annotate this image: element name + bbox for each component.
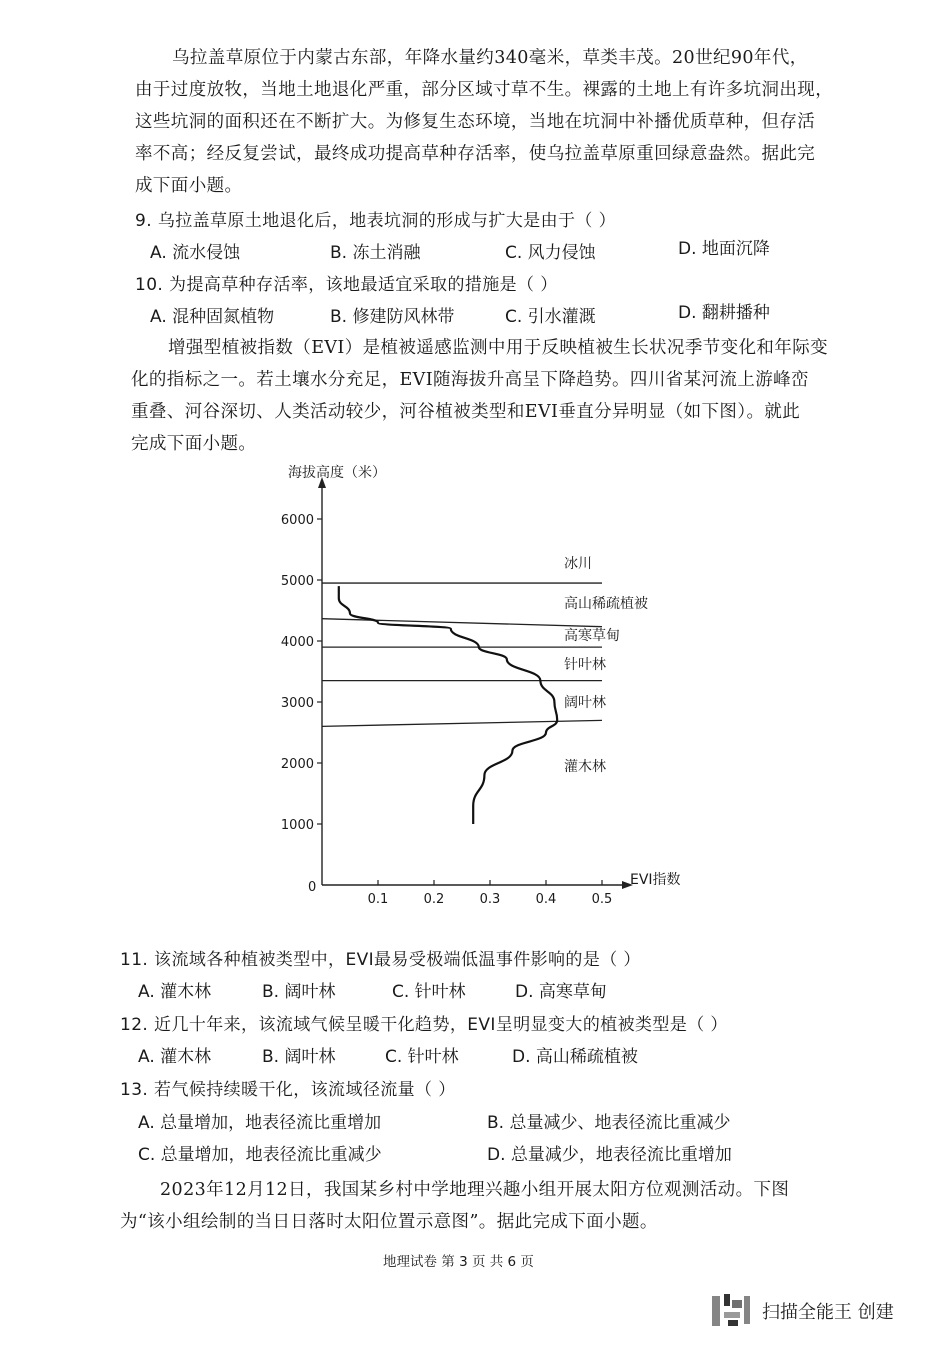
question-13-option-b[interactable]: B. 总量减少、地表径流比重减少 xyxy=(487,1113,731,1133)
passage3-line: 为“该小组绘制的当日日落时太阳位置示意图”。据此完成下面小题。 xyxy=(120,1212,658,1232)
question-12-option-a[interactable]: A. 灌木林 xyxy=(138,1047,212,1067)
passage2-line: 增强型植被指数（EVI）是植被遥感监测中用于反映植被生长状况季节变化和年际变 xyxy=(168,338,829,358)
scanner-watermark xyxy=(710,1292,894,1330)
question-12-option-b[interactable]: B. 阔叶林 xyxy=(262,1047,336,1067)
zone-boundary-line xyxy=(322,619,602,627)
zone-label: 高寒草甸 xyxy=(564,627,620,644)
x-tick-label: 0.4 xyxy=(535,892,557,905)
zone-label: 冰川 xyxy=(564,556,592,573)
question-10-option-a[interactable]: A. 混种固氮植物 xyxy=(150,307,275,327)
passage1-line: 这些坑洞的面积还在不断扩大。为修复生态环境，当地在坑洞中补播优质草种，但存活 xyxy=(135,112,816,132)
question-9-option-d[interactable]: D. 地面沉降 xyxy=(678,239,770,259)
y-tick-label: 6000 xyxy=(280,513,314,528)
passage2-line: 完成下面小题。 xyxy=(131,434,257,454)
question-13-option-a[interactable]: A. 总量增加，地表径流比重增加 xyxy=(138,1113,382,1133)
y-tick-label: 4000 xyxy=(280,635,314,650)
passage1-line: 率不高；经反复尝试，最终成功提高草种存活率，使乌拉盖草原重回绿意盎然。据此完 xyxy=(135,144,816,164)
question-11-option-b[interactable]: B. 阔叶林 xyxy=(262,982,336,1002)
question-10-option-d[interactable]: D. 翻耕播种 xyxy=(678,303,770,323)
qr-code-icon xyxy=(710,1292,754,1330)
y-tick-label: 2000 xyxy=(280,757,314,772)
question-11-option-d[interactable]: D. 高寒草甸 xyxy=(515,982,607,1002)
zone-label: 阔叶林 xyxy=(564,695,606,711)
zone-label: 高山稀疏植被 xyxy=(564,595,648,612)
question-13-option-c[interactable]: C. 总量增加，地表径流比重减少 xyxy=(138,1145,382,1165)
question-12-option-c[interactable]: C. 针叶林 xyxy=(385,1047,459,1067)
question-12-option-d[interactable]: D. 高山稀疏植被 xyxy=(512,1047,638,1067)
x-tick-label: 0.2 xyxy=(423,892,445,905)
passage1-line: 由于过度放牧，当地土地退化严重，部分区域寸草不生。裸露的土地上有许多坑洞出现， xyxy=(135,80,834,100)
question-10-option-b[interactable]: B. 修建防风林带 xyxy=(330,307,455,327)
zone-label: 灌木林 xyxy=(564,759,606,775)
question-11-option-c[interactable]: C. 针叶林 xyxy=(392,982,466,1002)
zone-boundary-line xyxy=(322,720,602,726)
question-9-option-b[interactable]: B. 冻土消融 xyxy=(330,243,421,263)
x-tick-label: 0.5 xyxy=(591,892,613,905)
y-tick-label: 5000 xyxy=(280,574,314,589)
origin-label: 0 xyxy=(308,880,317,895)
question-12-stem: 12. 近几十年来，该流域气候呈暖干化趋势，EVI呈明显变大的植被类型是（ ） xyxy=(120,1015,728,1035)
question-13-option-d[interactable]: D. 总量减少，地表径流比重增加 xyxy=(487,1145,732,1165)
passage2-line: 化的指标之一。若土壤水分充足，EVI随海拔升高呈下降趋势。四川省某河流上游峰峦 xyxy=(131,370,809,390)
question-10-stem: 10. 为提高草种存活率，该地最适宜采取的措施是（ ） xyxy=(135,275,558,295)
zone-label: 针叶林 xyxy=(564,656,606,673)
question-9-option-c[interactable]: C. 风力侵蚀 xyxy=(505,243,596,263)
passage2-line: 重叠、河谷深切、人类活动较少，河谷植被类型和EVI垂直分异明显（如下图）。就此 xyxy=(131,402,801,422)
passage1-line: 乌拉盖草原位于内蒙古东部，年降水量约340毫米，草类丰茂。20世纪90年代， xyxy=(172,48,808,68)
question-9-stem: 9. 乌拉盖草原土地退化后，地表坑洞的形成与扩大是由于（ ） xyxy=(135,211,617,231)
question-11-stem: 11. 该流域各种植被类型中，EVI最易受极端低温事件影响的是（ ） xyxy=(120,950,641,970)
watermark-text: 扫描全能王 创建 xyxy=(762,1302,894,1323)
x-axis-label: EVI指数 xyxy=(630,872,681,888)
evi-altitude-chart xyxy=(270,455,700,905)
question-13-stem: 13. 若气候持续暖干化，该流域径流量（ ） xyxy=(120,1080,456,1100)
page-footer: 地理试卷 第 3 页 共 6 页 xyxy=(383,1254,534,1270)
x-tick-label: 0.1 xyxy=(367,892,389,905)
y-tick-label: 1000 xyxy=(280,818,314,833)
y-tick-label: 3000 xyxy=(280,696,314,711)
question-9-option-a[interactable]: A. 流水侵蚀 xyxy=(150,243,241,263)
x-tick-label: 0.3 xyxy=(479,892,501,905)
question-10-option-c[interactable]: C. 引水灌溉 xyxy=(505,307,596,327)
passage3-line: 2023年12月12日，我国某乡村中学地理兴趣小组开展太阳方位观测活动。下图 xyxy=(160,1180,790,1200)
question-11-option-a[interactable]: A. 灌木林 xyxy=(138,982,212,1002)
passage1-line: 成下面小题。 xyxy=(135,176,243,196)
y-axis-label: 海拔高度（米） xyxy=(288,465,386,481)
